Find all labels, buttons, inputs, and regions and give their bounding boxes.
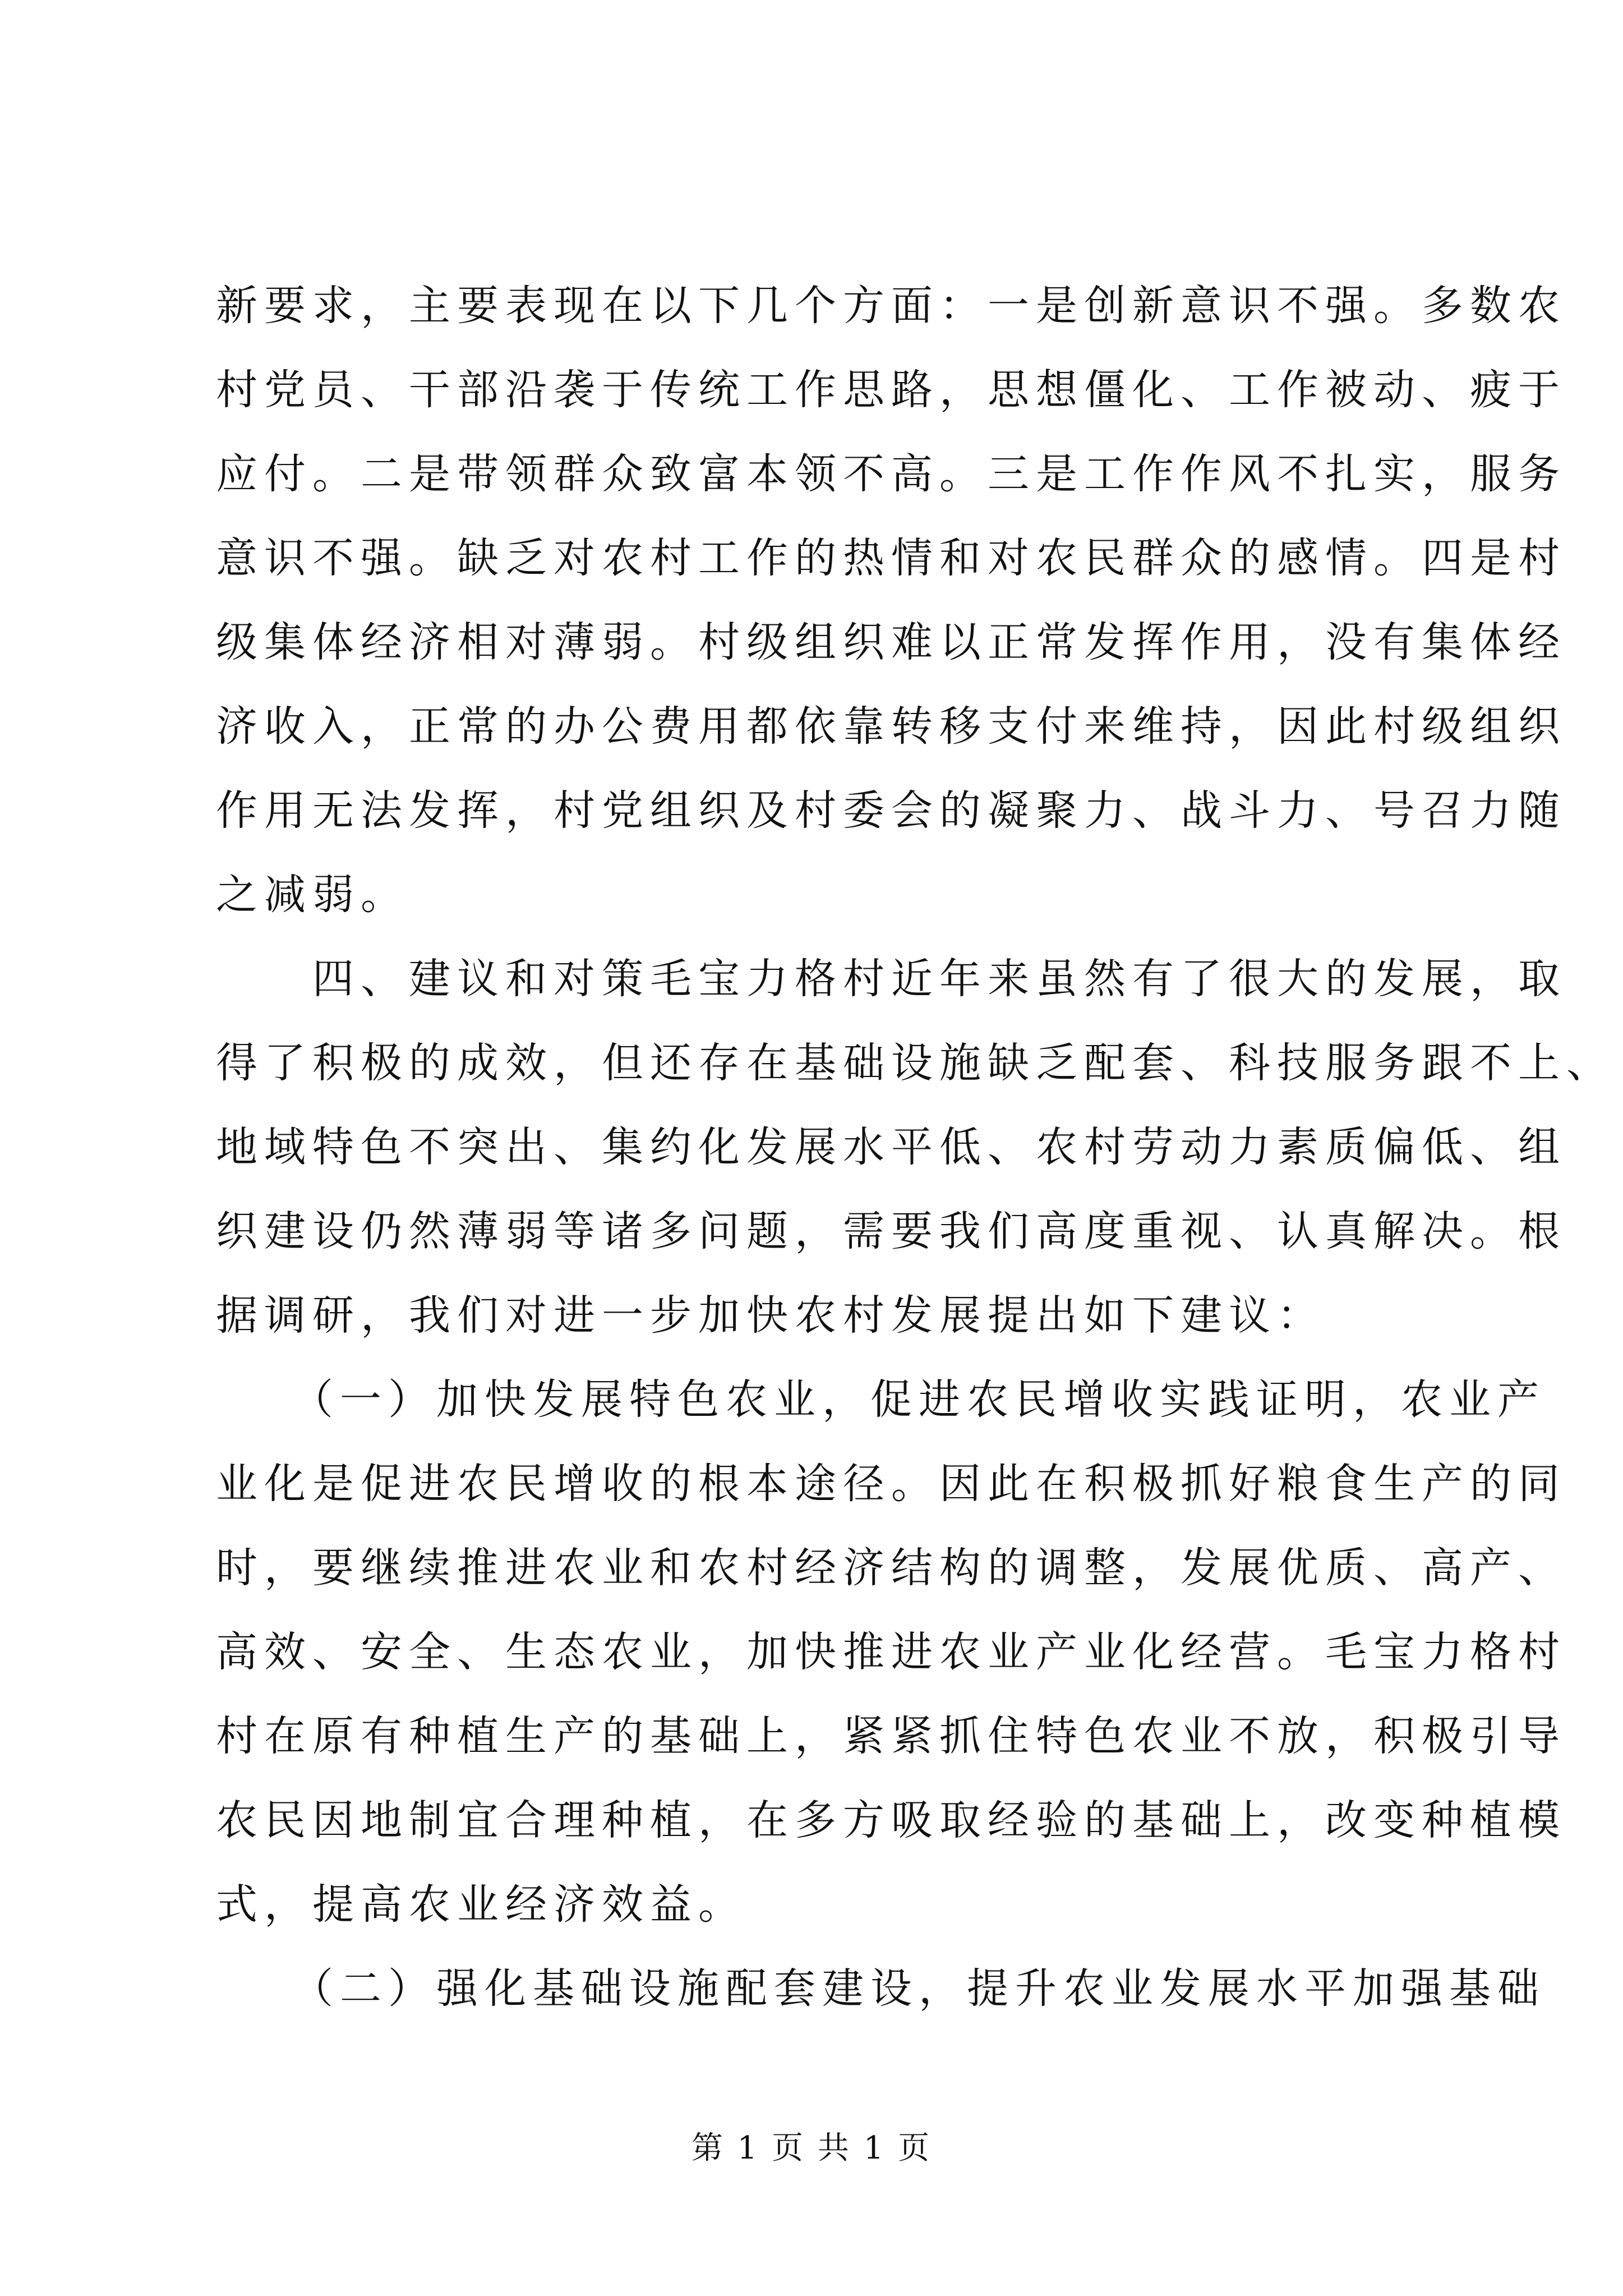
text-line: 据调研，我们对进一步加快农村发展提出如下建议： — [216, 1291, 1325, 1340]
text-line: 地域特色不突出、集约化发展水平低、农村劳动力素质偏低、组 — [216, 1123, 1566, 1171]
text-line: 高效、安全、生态农业，加快推进农业产业化经营。毛宝力格村 — [216, 1628, 1566, 1676]
text-line: 济收入，正常的办公费用都依靠转移支付来维持，因此村级组织 — [216, 702, 1566, 751]
text-line: 意识不强。缺乏对农村工作的热情和对农民群众的感情。四是村 — [216, 534, 1566, 582]
text-line: 式，提高农业经济效益。 — [216, 1880, 746, 1929]
text-line: 之减弱。 — [216, 871, 409, 919]
text-line: （二）强化基础设施配套建设，提升农业发展水平加强基础 — [216, 1964, 1546, 2013]
page-footer: 第 1 页 共 1 页 — [691, 2130, 932, 2166]
text-line: 得了积极的成效，但还存在基础设施缺乏配套、科技服务跟不上、 — [216, 1039, 1615, 1087]
body-text — [216, 264, 1615, 2031]
text-line: 村在原有种植生产的基础上，紧紧抓住特色农业不放，积极引导 — [216, 1712, 1566, 1760]
text-line: 四、建议和对策毛宝力格村近年来虽然有了很大的发展，取 — [216, 955, 1566, 1003]
text-line: 级集体经济相对薄弱。村级组织难以正常发挥作用，没有集体经 — [216, 618, 1566, 666]
text-line: 织建设仍然薄弱等诸多问题，需要我们高度重视、认真解决。根 — [216, 1207, 1566, 1255]
text-line: 新要求，主要表现在以下几个方面：一是创新意识不强。多数农 — [216, 282, 1566, 330]
text-line: 业化是促进农民增收的根本途径。因此在积极抓好粮食生产的同 — [216, 1460, 1566, 1508]
text-line: 作用无法发挥，村党组织及村委会的凝聚力、战斗力、号召力随 — [216, 786, 1566, 835]
text-line: （一）加快发展特色农业，促进农民增收实践证明，农业产 — [216, 1375, 1546, 1424]
text-line: 应付。二是带领群众致富本领不高。三是工作作风不扎实，服务 — [216, 450, 1566, 498]
text-line: 村党员、干部沿袭于传统工作思路，思想僵化、工作被动、疲于 — [216, 366, 1566, 414]
text-line: 农民因地制宜合理种植，在多方吸取经验的基础上，改变种植模 — [216, 1796, 1566, 1844]
text-line: 时，要继续推进农业和农村经济结构的调整，发展优质、高产、 — [216, 1544, 1566, 1592]
